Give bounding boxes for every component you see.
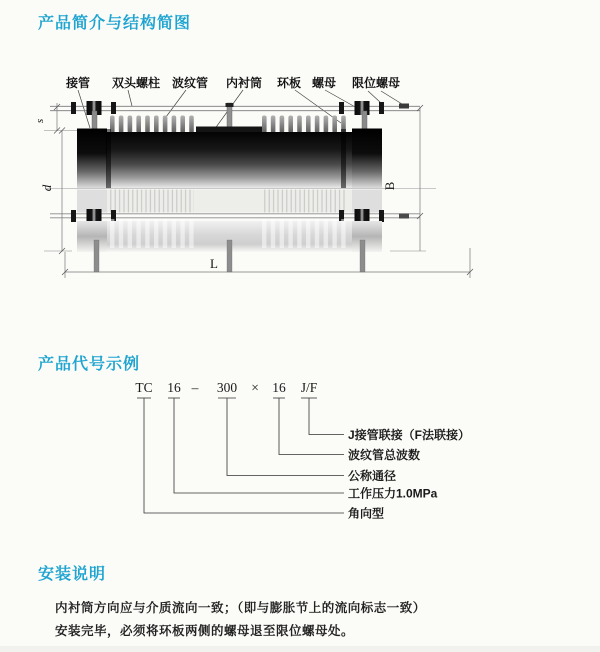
part-label-xianwei-luomu: 限位螺母 [352,76,401,90]
ring-plate-left [106,129,111,188]
part-label-luomu: 螺母 [312,76,337,90]
pipe-end-right [352,129,382,189]
install-line-1: 内衬筒方向应与介质流向一致；（即与膨胀节上的流向标志一致） [55,601,426,615]
dim-label-s: s [34,118,46,124]
callout-waves: 波纹管总波数 [348,448,421,462]
callout-diameter: 公称通径 [348,469,397,483]
callout-type: 角向型 [348,506,385,521]
code-token-pressure: 16 [167,380,181,395]
leader-lines [78,90,402,130]
callout-conn: J接管联接（F法联接） [348,428,471,442]
ring-plate-right [341,129,346,188]
product-code-diagram [100,370,520,545]
pipe-end-left [77,129,107,189]
lower-half [50,190,420,273]
code-section-title: 产品代号示例 [38,356,141,373]
part-label-shuangtou-luozhu: 双头螺柱 [112,76,161,90]
code-token-dash: – [191,380,199,395]
code-token-diameter: 300 [216,380,238,395]
install-line-2: 安装完毕，必须将环板两侧的螺母退至限位螺母处。 [55,624,355,638]
dim-label-L: L [210,256,218,271]
part-label-huanban: 环板 [277,76,302,90]
part-label-neichentong: 内衬筒 [226,76,263,90]
code-token-type: TC [135,380,153,395]
limit-nut-bottom [399,214,409,219]
dim-label-d: d [39,184,54,192]
intro-section-title: 产品简介与结构简图 [38,15,192,32]
callout-labels [348,427,470,521]
dim-label-B: B [382,181,397,191]
diagram-part-labels [65,75,400,90]
install-section-title: 安装说明 [38,566,107,583]
limit-nut-top [399,104,409,109]
install-instructions [55,597,426,643]
part-label-jieguan: 接管 [66,76,91,90]
callout-pressure: 工作压力1.0MPa [348,486,438,501]
page-bottom-edge [0,646,600,652]
callout-lines [137,398,344,513]
main-body [77,127,382,189]
code-token-conn: J/F [300,380,318,395]
code-tokens [135,380,317,395]
code-token-times: × [251,380,259,395]
code-token-waves: 16 [272,380,286,395]
structure-diagram [30,60,480,315]
part-label-bowenguan: 波纹管 [172,76,209,90]
